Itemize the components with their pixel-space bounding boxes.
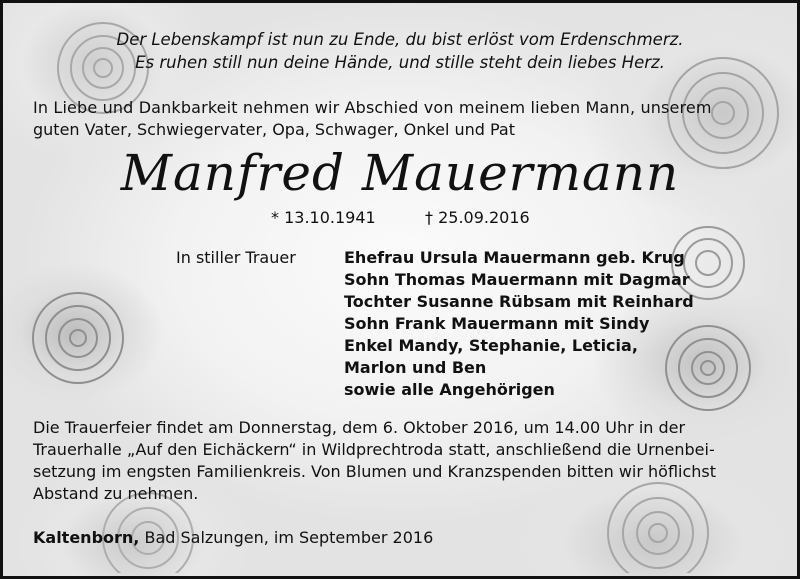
birth-date: * 13.10.1941 (271, 208, 376, 227)
verse-line-2: Es ruhen still nun deine Hände, und stille steht dein liebes Herz. (135, 53, 665, 72)
mourner-line: Sohn Frank Mauermann mit Sindy (344, 314, 650, 333)
mourner-line: sowie alle Angehörigen (344, 380, 555, 399)
intro-line-1: In Liebe und Dankbarkeit nehmen wir Abschied von meinem lieben Mann, unserem (33, 98, 712, 117)
funeral-line-3: setzung im engsten Familienkreis. Von Blumen und Kranzspenden bitten wir höflichst (33, 462, 717, 481)
mourner-line: Sohn Thomas Mauermann mit Dagmar (344, 270, 690, 289)
signature-rest: Bad Salzungen, im September 2016 (139, 528, 434, 547)
verse-line-1: Der Lebenskampf ist nun zu Ende, du bist erlöst vom Erdenschmerz. (116, 30, 684, 49)
mourners-label: In stiller Trauer (176, 248, 296, 267)
mourner-line: Tochter Susanne Rübsam mit Reinhard (344, 292, 694, 311)
rose-decoration-right-lower (643, 313, 773, 423)
rose-decoration-bottom-right (563, 473, 753, 573)
signature-place: Kaltenborn, (33, 528, 140, 547)
intro-line-2: guten Vater, Schwiegervater, Opa, Schwager, Onkel und Pat (33, 120, 515, 139)
mourner-line: Ehefrau Ursula Mauermann geb. Krug (344, 248, 685, 267)
funeral-line-4: Abstand zu nehmen. (33, 484, 199, 503)
funeral-line-1: Die Trauerfeier findet am Donnerstag, dem 6. Oktober 2016, um 14.00 Uhr in der (33, 418, 686, 437)
rose-decoration-left-middle (18, 283, 148, 393)
mourner-line: Enkel Mandy, Stephanie, Leticia, (344, 336, 638, 355)
signature-line (33, 527, 433, 549)
death-date: † 25.09.2016 (425, 208, 530, 227)
mourner-line: Marlon und Ben (344, 358, 487, 377)
deceased-name: Manfred Mauermann (120, 144, 680, 202)
funeral-line-2: Trauerhalle „Auf den Eichäckern“ in Wildprechtroda statt, anschließend die Urnenbei- (33, 440, 715, 459)
